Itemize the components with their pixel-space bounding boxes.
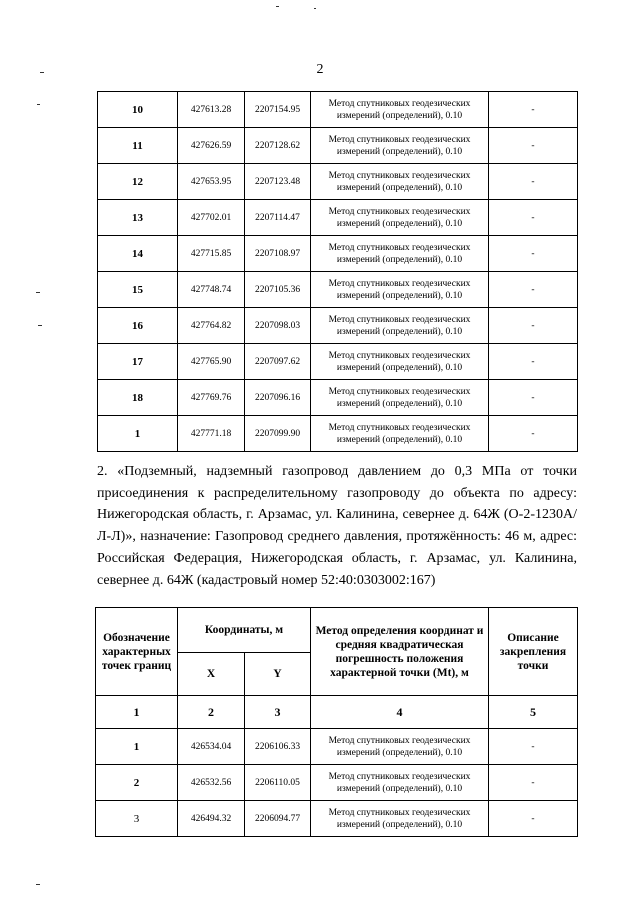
method-cell: Метод спутниковых геодезических измерений (определений), 0.10 xyxy=(311,200,489,236)
y-coordinate-cell: 2207114.47 xyxy=(245,200,311,236)
point-cell: 12 xyxy=(98,164,178,200)
y-coordinate-cell: 2206110.05 xyxy=(245,765,311,801)
method-cell: Метод спутниковых геодезических измерений (определений), 0.10 xyxy=(311,308,489,344)
table-row xyxy=(98,128,578,164)
scan-mark xyxy=(36,292,40,293)
description-cell: - xyxy=(489,380,578,416)
x-coordinate-cell: 426532.56 xyxy=(178,765,245,801)
description-cell: - xyxy=(489,729,578,765)
table-row xyxy=(96,801,578,837)
table-row xyxy=(98,272,578,308)
x-coordinate-cell: 427702.01 xyxy=(178,200,245,236)
point-cell: 15 xyxy=(98,272,178,308)
method-cell: Метод спутниковых геодезических измерений (определений), 0.10 xyxy=(311,380,489,416)
table-row xyxy=(98,236,578,272)
x-coordinate-cell: 427715.85 xyxy=(178,236,245,272)
point-cell: 11 xyxy=(98,128,178,164)
table-row xyxy=(98,416,578,452)
table-row xyxy=(98,308,578,344)
scan-mark xyxy=(37,104,40,105)
y-coordinate-cell: 2207097.62 xyxy=(245,344,311,380)
point-cell: 10 xyxy=(98,92,178,128)
scan-mark xyxy=(276,6,279,7)
description-cell: - xyxy=(489,200,578,236)
point-cell: 14 xyxy=(98,236,178,272)
x-coordinate-cell: 426534.04 xyxy=(178,729,245,765)
method-cell: Метод спутниковых геодезических измерений (определений), 0.10 xyxy=(311,801,489,837)
x-coordinate-cell: 427765.90 xyxy=(178,344,245,380)
scan-mark xyxy=(314,8,316,9)
table-row xyxy=(98,164,578,200)
y-coordinate-cell: 2207099.90 xyxy=(245,416,311,452)
y-coordinate-cell: 2207123.48 xyxy=(245,164,311,200)
x-coordinate-cell: 427771.18 xyxy=(178,416,245,452)
table-row xyxy=(96,765,578,801)
description-cell: - xyxy=(489,128,578,164)
y-coordinate-cell: 2207154.95 xyxy=(245,92,311,128)
method-cell: Метод спутниковых геодезических измерений (определений), 0.10 xyxy=(311,236,489,272)
object-description-paragraph: 2. «Подземный, надземный газопровод давлением до 0,3 МПа от точки присоединения к распределительному газопроводу до объекта по адресу: Нижегородская область, г. Арзамас, ул. Калинина, севернее д. 64Ж (О-2-1230А/Л-Л)», назначение: Газопровод среднего давления, протяжённость: 46 м, адрес: Российская Федерация, Нижегородская область, г. Арзамас, ул. Калинина, севернее д. 64Ж (кадастровый номер 52:40:0303002:167) xyxy=(97,464,577,588)
description-cell: - xyxy=(489,272,578,308)
y-coordinate-cell: 2207098.03 xyxy=(245,308,311,344)
description-cell: - xyxy=(489,801,578,837)
method-cell: Метод спутниковых геодезических измерений (определений), 0.10 xyxy=(311,416,489,452)
x-coordinate-cell: 427769.76 xyxy=(178,380,245,416)
coordinates-table xyxy=(95,607,578,837)
y-coordinate-cell: 2207105.36 xyxy=(245,272,311,308)
method-cell: Метод спутниковых геодезических измерений (определений), 0.10 xyxy=(311,164,489,200)
column-number: 5 xyxy=(489,696,578,729)
table-row xyxy=(98,344,578,380)
scan-mark xyxy=(38,325,42,326)
point-cell: 13 xyxy=(98,200,178,236)
y-coordinate-cell: 2206094.77 xyxy=(245,801,311,837)
point-cell: 16 xyxy=(98,308,178,344)
y-coordinate-cell: 2206106.33 xyxy=(245,729,311,765)
description-cell: - xyxy=(489,308,578,344)
method-cell: Метод спутниковых геодезических измерений (определений), 0.10 xyxy=(311,92,489,128)
y-coordinate-cell: 2207128.62 xyxy=(245,128,311,164)
y-coordinate-cell: 2207096.16 xyxy=(245,380,311,416)
x-coordinate-cell: 426494.32 xyxy=(178,801,245,837)
point-cell: 18 xyxy=(98,380,178,416)
point-cell: 2 xyxy=(96,765,178,801)
description-cell: - xyxy=(489,416,578,452)
x-coordinate-cell: 427748.74 xyxy=(178,272,245,308)
x-coordinate-cell: 427764.82 xyxy=(178,308,245,344)
x-coordinate-cell: 427653.95 xyxy=(178,164,245,200)
method-cell: Метод спутниковых геодезических измерений (определений), 0.10 xyxy=(311,765,489,801)
method-cell: Метод спутниковых геодезических измерений (определений), 0.10 xyxy=(311,729,489,765)
table-row xyxy=(98,380,578,416)
point-cell: 1 xyxy=(96,729,178,765)
column-number: 2 xyxy=(178,696,245,729)
description-cell: - xyxy=(489,92,578,128)
point-cell: 1 xyxy=(98,416,178,452)
method-cell: Метод спутниковых геодезических измерений (определений), 0.10 xyxy=(311,128,489,164)
description-cell: - xyxy=(489,765,578,801)
method-cell: Метод спутниковых геодезических измерений (определений), 0.10 xyxy=(311,272,489,308)
column-number: 3 xyxy=(245,696,311,729)
header-x: X xyxy=(178,653,245,696)
page-number: 2 xyxy=(316,62,324,77)
header-y: Y xyxy=(245,653,311,696)
header-description: Описание закрепления точки xyxy=(489,608,578,696)
method-cell: Метод спутниковых геодезических измерений (определений), 0.10 xyxy=(311,344,489,380)
scan-mark xyxy=(36,884,40,885)
coordinates-table-continued xyxy=(97,91,578,452)
column-number: 4 xyxy=(311,696,489,729)
description-cell: - xyxy=(489,344,578,380)
description-cell: - xyxy=(489,236,578,272)
header-coordinates: Координаты, м xyxy=(178,608,311,653)
header-method: Метод определения координат и средняя квадратическая погрешность положения характерной точки (Mt), м xyxy=(311,608,489,696)
header-designation: Обозначение характерных точек границ xyxy=(96,608,178,696)
point-cell: 17 xyxy=(98,344,178,380)
x-coordinate-cell: 427613.28 xyxy=(178,92,245,128)
table-row xyxy=(96,729,578,765)
point-cell: 3 xyxy=(96,801,178,837)
y-coordinate-cell: 2207108.97 xyxy=(245,236,311,272)
column-number: 1 xyxy=(96,696,178,729)
x-coordinate-cell: 427626.59 xyxy=(178,128,245,164)
description-cell: - xyxy=(489,164,578,200)
table-row xyxy=(98,200,578,236)
table-row xyxy=(98,92,578,128)
